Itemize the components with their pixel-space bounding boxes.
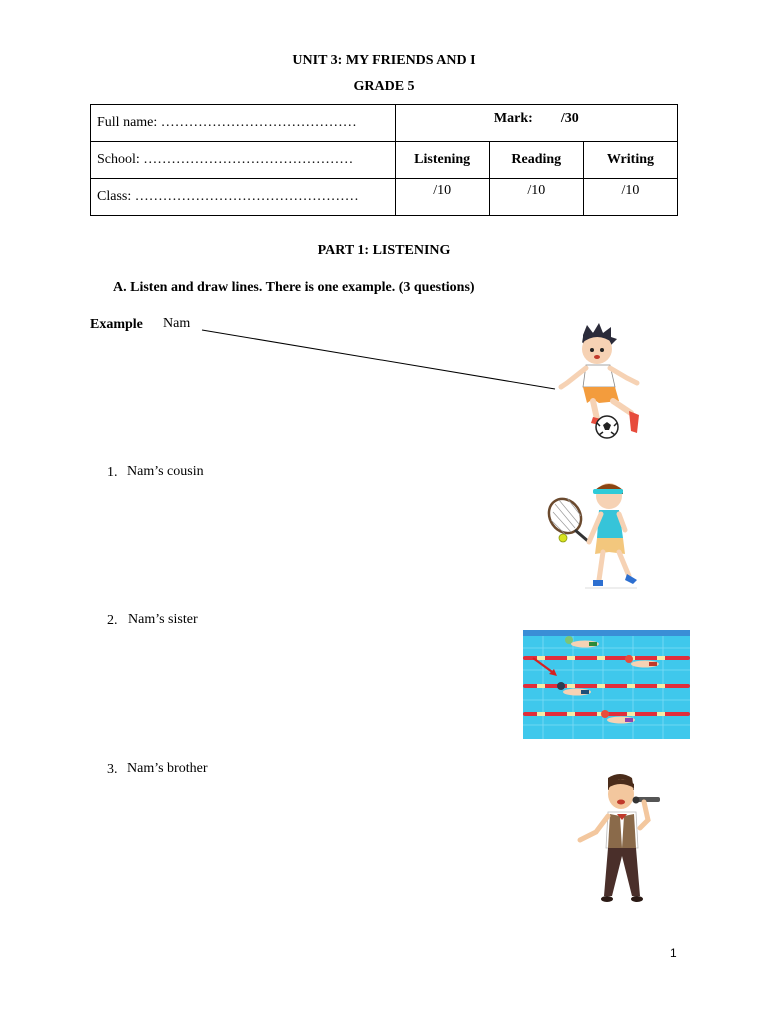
singing-boy-picture (574, 772, 664, 904)
page-number: 1 (670, 946, 677, 960)
question-number-2: 2. (107, 613, 118, 628)
question-text-1: Nam’s cousin (127, 464, 204, 479)
full-name-field[interactable]: Full name: …………………………………… (91, 105, 396, 142)
example-label: Example (90, 317, 143, 332)
question-text-2: Nam’s sister (128, 612, 198, 627)
mark-label: Mark: (493, 111, 533, 126)
example-name: Nam (163, 316, 191, 331)
football-boy-picture (553, 323, 649, 441)
score-listening: /10 (395, 179, 489, 216)
grade-label: GRADE 5 (353, 79, 415, 94)
score-writing: /10 (583, 179, 677, 216)
section-instruction: A. Listen and draw lines. There is one example. (3 questions) (113, 280, 475, 295)
tennis-boy-picture (545, 480, 641, 592)
skill-reading: Reading (489, 142, 583, 179)
question-number-1: 1. (107, 465, 118, 480)
part-title: PART 1: LISTENING (317, 243, 451, 258)
class-field[interactable]: Class: ………………………………………… (91, 179, 396, 216)
question-number-3: 3. (107, 762, 118, 777)
school-field[interactable]: School: ……………………………………… (91, 142, 396, 179)
swimming-pool-picture (523, 630, 690, 739)
mark-total: /30 (560, 111, 579, 126)
worksheet-title: UNIT 3: MY FRIENDS AND I (292, 53, 476, 68)
question-text-3: Nam’s brother (127, 761, 208, 776)
skill-listening: Listening (395, 142, 489, 179)
score-reading: /10 (489, 179, 583, 216)
skill-writing: Writing (583, 142, 677, 179)
